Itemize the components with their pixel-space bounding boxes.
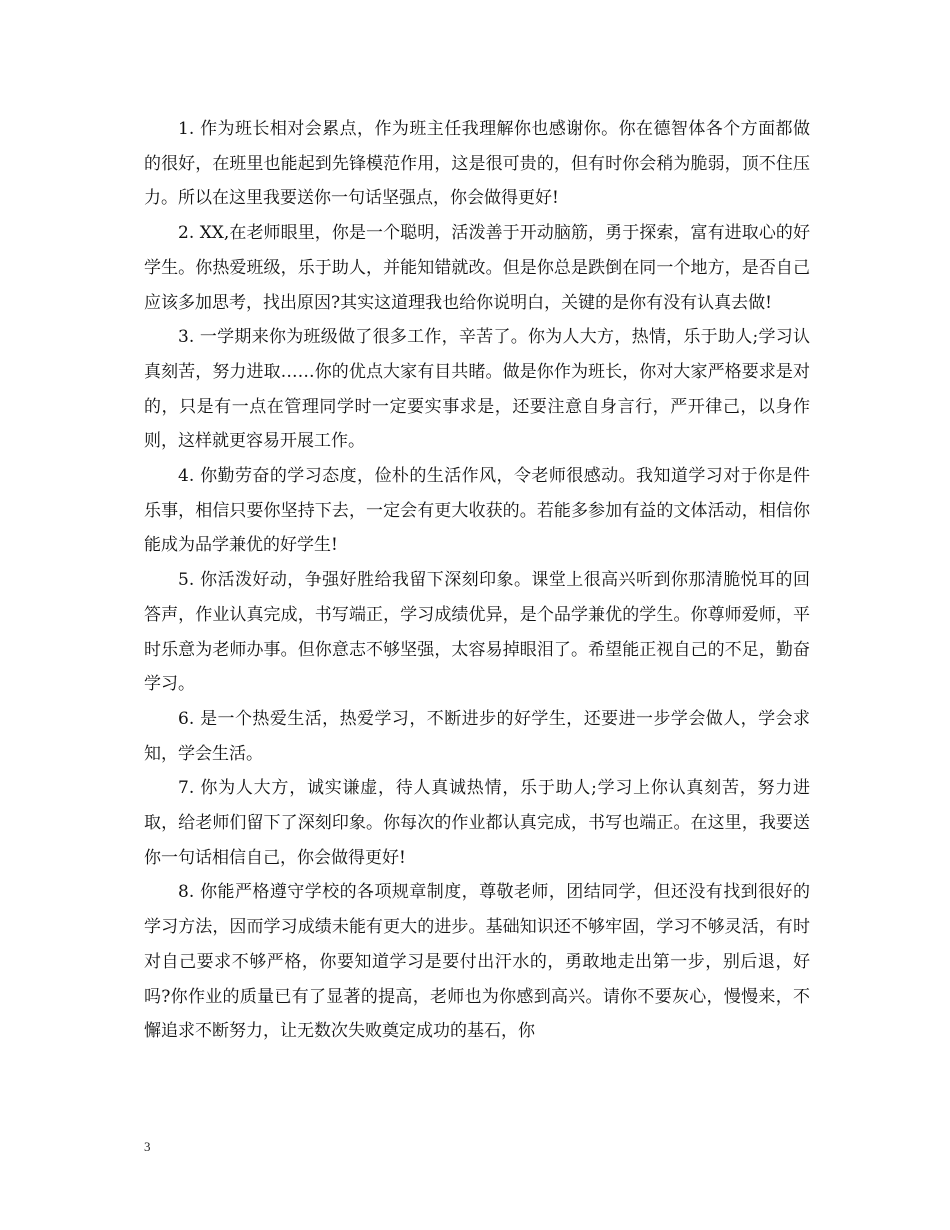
page-number: 3 [144, 1139, 151, 1154]
paragraph-8: 8. 你能严格遵守学校的各项规章制度，尊敬老师，团结同学，但还没有找到很好的学习方法，因而学习成绩未能有更大的进步。基础知识还不够牢固，学习不够灵活，有时对自己要求不够严格，你要知道学习是要付出汗水的，勇敢地走出第一步，别后退，好吗?你作业的质量已有了显著的提高，老师也为你感到高兴。请你不要灰心，慢慢来，不懈追求不断努力，让无数次失败奠定成功的基石，你 [144, 882, 810, 1042]
paragraph-1: 1. 作为班长相对会累点，作为班主任我理解你也感谢你。你在德智体各个方面都做的很好，在班里也能起到先锋模范作用，这是很可贵的，但有时你会稍为脆弱，顶不住压力。所以在这里我要送你一句话坚强点，你会做得更好! [144, 119, 810, 209]
paragraph-6: 6. 是一个热爱生活，热爱学习，不断进步的好学生，还要进一步学会做人，学会求知，学会生活。 [144, 708, 810, 764]
paragraph-3: 3. 一学期来你为班级做了很多工作，辛苦了。你为人大方，热情，乐于助人;学习认真刻苦，努力进取……你的优点大家有目共睹。做是你作为班长，你对大家严格要求是对的，只是有一点在管理同学时一定要实事求是，还要注意自身言行，严开律己，以身作则，这样就更容易开展工作。 [144, 327, 810, 452]
paragraph-2: 2. XX,在老师眼里，你是一个聪明，活泼善于开动脑筋，勇于探索，富有进取心的好学生。你热爱班级，乐于助人，并能知错就改。但是你总是跌倒在同一个地方，是否自己应该多加思考，找出原因?其实这道理我也给你说明白，关键的是你有没有认真去做! [144, 223, 810, 313]
paragraph-5: 5. 你活泼好动，争强好胜给我留下深刻印象。课堂上很高兴听到你那清脆悦耳的回答声，作业认真完成，书写端正，学习成绩优异，是个品学兼优的学生。你尊师爱师，平时乐意为老师办事。但你意志不够坚强，太容易掉眼泪了。希望能正视自己的不足，勤奋学习。 [144, 570, 810, 695]
paragraph-7: 7. 你为人大方，诚实谦虚，待人真诚热情，乐于助人;学习上你认真刻苦，努力进取，给老师们留下了深刻印象。你每次的作业都认真完成，书写也端正。在这里，我要送你一句话相信自己，你会做得更好! [144, 778, 810, 868]
document-body [144, 112, 810, 1049]
paragraph-4: 4. 你勤劳奋的学习态度，俭朴的生活作风，令老师很感动。我知道学习对于你是件乐事，相信只要你坚持下去，一定会有更大收获的。若能多参加有益的文体活动，相信你能成为品学兼优的好学生! [144, 466, 810, 556]
